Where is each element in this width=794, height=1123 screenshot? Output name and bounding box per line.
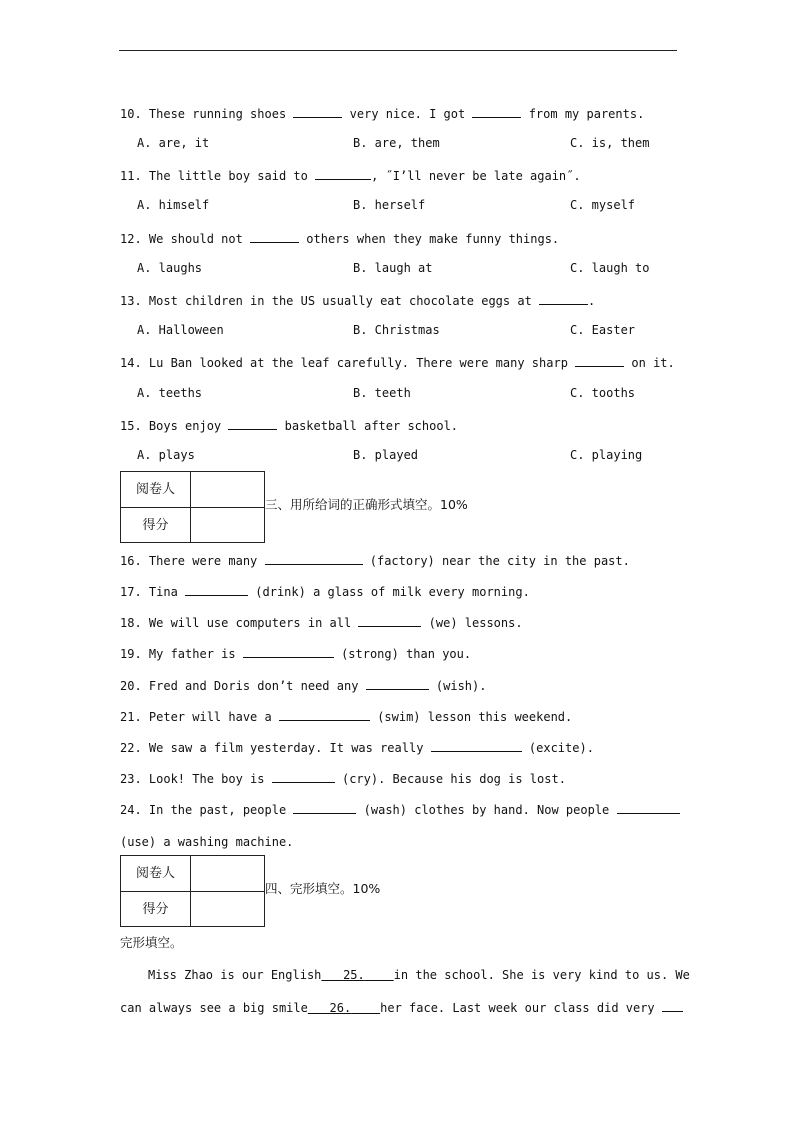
option-a: A. himself [137, 198, 210, 212]
answer-blank [293, 106, 342, 118]
question-24-continued: (use) a washing machine. [120, 835, 294, 849]
question-24: 24. In the past, people (wash) clothes by hand. Now people [120, 802, 680, 816]
answer-blank [366, 678, 429, 690]
section-title: 三、用所给词的正确形式填空。10% [265, 497, 468, 512]
option-a: A. Halloween [137, 323, 224, 337]
option-c: C. myself [570, 198, 636, 212]
answer-blank [358, 615, 421, 627]
question-21: 21. Peter will have a (swim) lesson this weekend. [120, 710, 573, 724]
section-title: 四、完形填空。10% [265, 881, 381, 896]
cloze-blank-26: 26. [329, 1001, 352, 1015]
option-a: A. laughs [137, 261, 203, 275]
answer-blank [250, 231, 299, 243]
answer-blank [431, 740, 522, 752]
option-b: B. herself [353, 198, 426, 212]
score-cell[interactable] [191, 508, 265, 543]
reviewer-cell[interactable] [191, 472, 265, 507]
answer-blank [265, 553, 363, 565]
question-16: 16. There were many (factory) near the city in the past. [120, 554, 630, 568]
answer-blank [272, 771, 335, 783]
option-a: A. are, it [137, 136, 210, 150]
answer-blank [185, 584, 248, 596]
header-rule [119, 50, 677, 51]
answer-blank [662, 1000, 683, 1012]
question-22: 22. We saw a film yesterday. It was really (excite). [120, 741, 594, 755]
option-c: C. Easter [570, 323, 636, 337]
option-b: B. are, them [353, 136, 440, 150]
answer-blank [472, 106, 521, 118]
score-table [120, 471, 265, 543]
cloze-paragraph-line-1: Miss Zhao is our English 25. in the school. She is very kind to us. We [148, 968, 690, 982]
answer-blank [315, 168, 371, 180]
question-10: 10. These running shoes very nice. I got from my parents. [120, 107, 645, 121]
answer-blank [575, 355, 624, 367]
answer-blank [228, 418, 277, 430]
cloze-heading: 完形填空。 [120, 935, 183, 950]
question-14: 14. Lu Ban looked at the leaf carefully. There were many sharp on it. [120, 356, 675, 370]
option-a: A. plays [137, 448, 195, 462]
answer-blank [539, 293, 588, 305]
answer-blank [279, 709, 370, 721]
answer-blank [293, 802, 356, 814]
question-23: 23. Look! The boy is (cry). Because his dog is lost. [120, 772, 566, 786]
option-b: B. teeth [353, 386, 411, 400]
question-18: 18. We will use computers in all (we) lessons. [120, 616, 523, 630]
score-table [120, 855, 265, 927]
reviewer-cell[interactable] [191, 856, 265, 891]
option-c: C. is, them [570, 136, 650, 150]
option-b: B. laugh at [353, 261, 433, 275]
answer-blank [617, 802, 680, 814]
option-b: B. played [353, 448, 419, 462]
question-11: 11. The little boy said to , ˝I’ll never be late again˝. [120, 169, 581, 183]
option-c: C. tooths [570, 386, 636, 400]
cloze-paragraph-line-2: can always see a big smile 26. her face. Last week our class did very [120, 1000, 683, 1014]
answer-blank [243, 646, 334, 658]
option-b: B. Christmas [353, 323, 440, 337]
score-label: 得分 [142, 518, 169, 533]
reviewer-label: 阅卷人 [135, 866, 175, 881]
option-a: A. teeths [137, 386, 203, 400]
score-cell[interactable] [191, 892, 265, 927]
reviewer-label: 阅卷人 [135, 482, 175, 497]
option-c: C. laugh to [570, 261, 650, 275]
option-c: C. playing [570, 448, 643, 462]
question-15: 15. Boys enjoy basketball after school. [120, 419, 459, 433]
score-label: 得分 [142, 902, 169, 917]
question-19: 19. My father is (strong) than you. [120, 647, 472, 661]
question-13: 13. Most children in the US usually eat chocolate eggs at . [120, 294, 596, 308]
question-20: 20. Fred and Doris don’t need any (wish). [120, 679, 487, 693]
cloze-blank-25: 25. [343, 968, 365, 982]
question-17: 17. Tina (drink) a glass of milk every morning. [120, 585, 530, 599]
question-12: 12. We should not others when they make funny things. [120, 232, 560, 246]
